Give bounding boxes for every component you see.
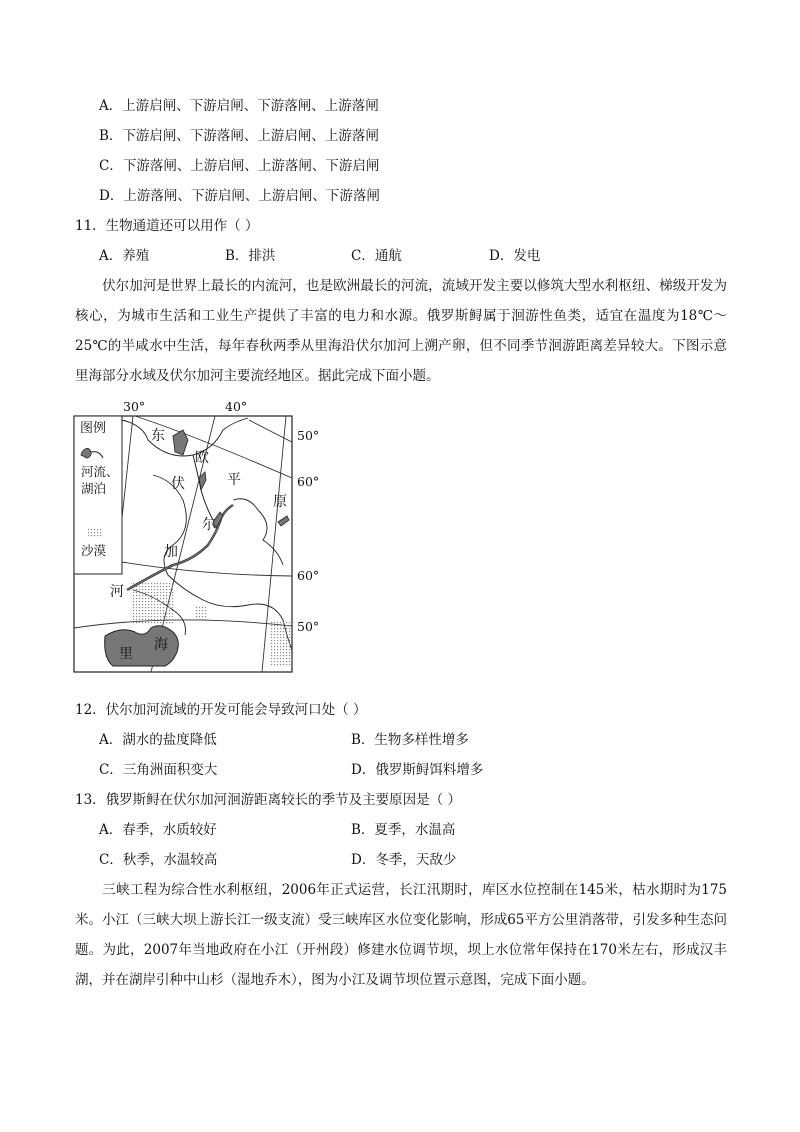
legend-river-label-1: 河流、 [81,464,119,479]
option-label: B． [225,248,249,264]
place-char-ou: 欧 [195,450,209,466]
desert-patch-small [195,605,207,621]
place-char-ping: 平 [227,472,241,488]
option-label: D． [489,248,514,264]
desert-patch-north-caspian [131,582,173,624]
desert-patch-east [271,622,291,666]
legend-desert-label: 沙漠 [81,543,107,558]
option-text: 上游启闸、下游启闸、下游落闸、上游落闸 [122,98,379,114]
option-text: 湖水的盐度降低 [122,732,217,748]
passage-three-gorges [75,875,727,995]
option-label: A． [99,98,123,114]
option-label: A． [99,732,123,748]
q11-option-a [99,246,149,266]
option-label: C． [99,852,123,868]
latitude-label-60-top: 60° [297,474,320,489]
option-label: B． [351,822,375,838]
option-text: 上游落闸、下游启闸、上游启闸、下游落闸 [123,188,380,204]
q10-option-d [99,186,380,206]
option-label: C． [99,762,123,778]
place-char-jia: 加 [164,544,178,560]
place-char-he: 河 [110,584,124,600]
q10-option-a [99,96,379,116]
place-char-er: 尔 [202,517,216,533]
option-text: 三角洲面积变大 [122,762,218,778]
q13-option-b [351,820,455,840]
latitude-label-50-top: 50° [297,428,320,443]
option-text: 发电 [513,248,541,264]
passage-volga-text: 伏尔加河是世界上最长的内流河，也是欧洲最长的河流，流域开发主要以修筑大型水利枢纽、梯级开发为核心，为城市生活和工业生产提供了丰富的电力和水源。俄罗斯鲟属于洄游性鱼类，适宜在温度为18℃～25℃的半咸水中生活，每年春秋两季从里海沿伏尔加河上溯产卵，但不同季节洄游距离差异较大。下图示意里海部分水域及伏尔加河主要流经地区。据此完成下面小题。 [75,278,727,384]
place-char-dong: 东 [151,428,165,444]
q12-option-d [351,760,483,780]
q11-option-c [351,246,402,266]
latitude-label-60-bottom: 60° [297,568,320,583]
option-label: D． [351,852,376,868]
legend-river-label-2: 湖泊 [81,481,107,496]
place-char-fu: 伏 [171,476,185,492]
q13-stem: 13．俄罗斯鲟在伏尔加河洄游距离较长的季节及主要原因是（ ） [75,792,461,808]
q12-stem: 12．伏尔加河流域的开发可能会导致河口处（ ） [75,702,367,718]
q11-stem: 11．生物通道还可以用作（ ） [75,218,259,234]
passage-volga [75,271,727,391]
option-text: 俄罗斯鲟饵料增多 [375,762,484,778]
q12-option-c [99,760,217,780]
option-label: D． [99,188,124,204]
option-text: 生物多样性增多 [374,732,469,748]
q10-option-c [99,156,379,176]
longitude-label-40: 40° [225,400,248,414]
q12-option-b [351,730,469,750]
option-label: C． [351,248,375,264]
option-label: B． [99,128,123,144]
q13-option-c [99,850,217,870]
option-text: 下游落闸、上游启闸、上游落闸、下游启闸 [122,158,380,174]
passage-three-gorges-text: 三峡工程为综合性水利枢纽，2006年正式运营，长江汛期时，库区水位控制在145米，枯水期时为175米。小江（三峡大坝上游长江一级支流）受三峡库区水位变化影响，形成65平方公里消落带，引发多种生态问题。为此，2007年当地政府在小江（开州段）修建水位调节坝，坝上水位常年保持在170米左右，形成汉丰湖，并在湖岸引种中山杉（湿地乔木），图为小江及调节坝位置示意图，完成下面小题。 [75,882,727,988]
option-text: 通航 [374,248,402,264]
latitude-label-50-bottom: 50° [297,619,320,634]
option-text: 养殖 [122,248,150,264]
legend-title: 图例 [80,421,107,436]
option-label: A． [99,248,123,264]
q11-option-b [225,246,275,266]
option-label: B． [351,732,375,748]
q13-option-a [99,820,217,840]
option-text: 秋季，水温较高 [122,852,218,868]
option-label: D． [351,762,376,778]
q12-option-a [99,730,217,750]
desert-icon [87,528,103,538]
option-label: A． [99,822,123,838]
place-char-li: 里 [119,646,133,662]
option-text: 下游启闸、下游落闸、上游启闸、上游落闸 [122,128,379,144]
option-label: C． [99,158,123,174]
option-text: 排洪 [248,248,276,264]
option-text: 冬季，天敌少 [375,852,457,868]
longitude-label-30: 30° [123,400,146,414]
q10-option-b [99,126,379,146]
volga-caspian-map [73,400,333,674]
option-text: 春季，水质较好 [122,822,217,838]
option-text: 夏季，水温高 [374,822,456,838]
q13-option-d [351,850,456,870]
q11-option-d [489,246,540,266]
place-char-yuan: 原 [273,494,287,510]
place-char-hai: 海 [154,637,168,653]
